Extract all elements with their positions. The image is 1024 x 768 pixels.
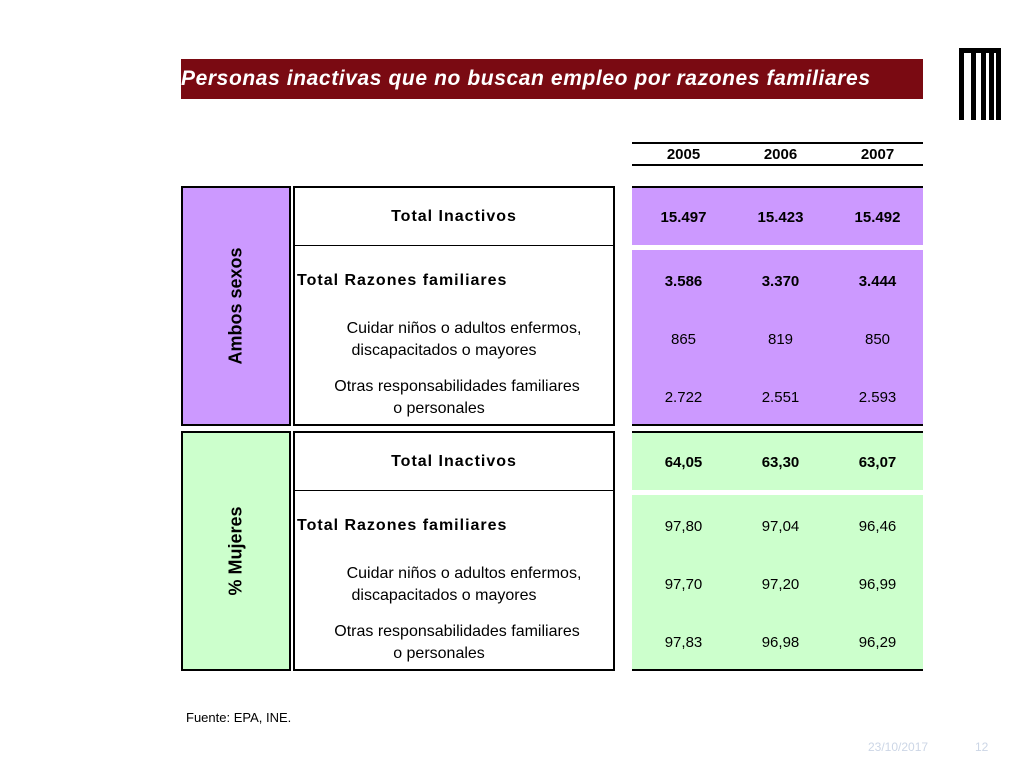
- values-rule-top: [632, 186, 923, 188]
- cell-value: 96,46: [858, 518, 897, 535]
- slide-title: Personas inactivas que no buscan empleo por razones familiares: [181, 59, 923, 99]
- row-label-otras: Otras responsabilidades familiares o personales: [334, 378, 580, 417]
- slide-decoration-icon: [959, 48, 1001, 120]
- row-label-total-razones: Total Razones familiares: [297, 517, 508, 534]
- cell-value: 97,83: [664, 634, 703, 651]
- row-label-total-inactivos: Total Inactivos: [391, 453, 517, 470]
- section-mujeres: [181, 431, 923, 671]
- values-rule-top: [632, 431, 923, 433]
- row-label-total-inactivos: Total Inactivos: [391, 208, 517, 225]
- footer-page-number: 12: [975, 740, 989, 754]
- cell-value: 97,20: [761, 576, 800, 593]
- section-label-box: [181, 431, 291, 671]
- cell-value: 15.492: [854, 209, 901, 226]
- values-rule-bottom: [632, 424, 923, 426]
- section-label-box: [181, 186, 291, 426]
- section-label: % Mujeres: [225, 506, 246, 596]
- year-header: 2005: [666, 146, 701, 163]
- row-separator: [293, 490, 615, 491]
- cell-value: 96,99: [858, 576, 897, 593]
- values-rule-bottom: [632, 669, 923, 671]
- cell-value: 3.586: [664, 273, 703, 290]
- cell-value: 3.444: [858, 273, 897, 290]
- row-label-cuidar: Cuidar niños o adultos enfermos, discapacitados o mayores: [346, 565, 582, 604]
- cell-value: 3.370: [761, 273, 800, 290]
- cell-value: 63,30: [761, 454, 800, 471]
- row-label-otras: Otras responsabilidades familiares o personales: [334, 623, 580, 662]
- year-header: 2006: [763, 146, 798, 163]
- row-label-total-razones: Total Razones familiares: [297, 272, 508, 289]
- source-note: Fuente: EPA, INE.: [186, 710, 292, 725]
- cell-value: 96,98: [761, 634, 800, 651]
- cell-value: 850: [864, 331, 891, 348]
- cell-value: 15.423: [757, 209, 804, 226]
- cell-value: 2.722: [664, 389, 703, 406]
- cell-value: 97,04: [761, 518, 800, 535]
- cell-value: 63,07: [858, 454, 897, 471]
- cell-value: 97,70: [664, 576, 703, 593]
- section-label: Ambos sexos: [225, 247, 246, 365]
- cell-value: 15.497: [660, 209, 707, 226]
- cell-value: 2.593: [858, 389, 897, 406]
- section-ambos-sexos: [181, 186, 923, 426]
- cell-value: 819: [767, 331, 794, 348]
- cell-value: 2.551: [761, 389, 800, 406]
- footer-date: 23/10/2017: [868, 740, 929, 754]
- cell-value: 64,05: [664, 454, 703, 471]
- row-label-cuidar: Cuidar niños o adultos enfermos, discapacitados o mayores: [346, 320, 582, 359]
- header-rule-bottom: [632, 164, 923, 166]
- row-separator: [293, 245, 615, 246]
- cell-value: 96,29: [858, 634, 897, 651]
- cell-value: 97,80: [664, 518, 703, 535]
- year-header: 2007: [860, 146, 895, 163]
- cell-value: 865: [670, 331, 697, 348]
- header-rule-top: [632, 142, 923, 144]
